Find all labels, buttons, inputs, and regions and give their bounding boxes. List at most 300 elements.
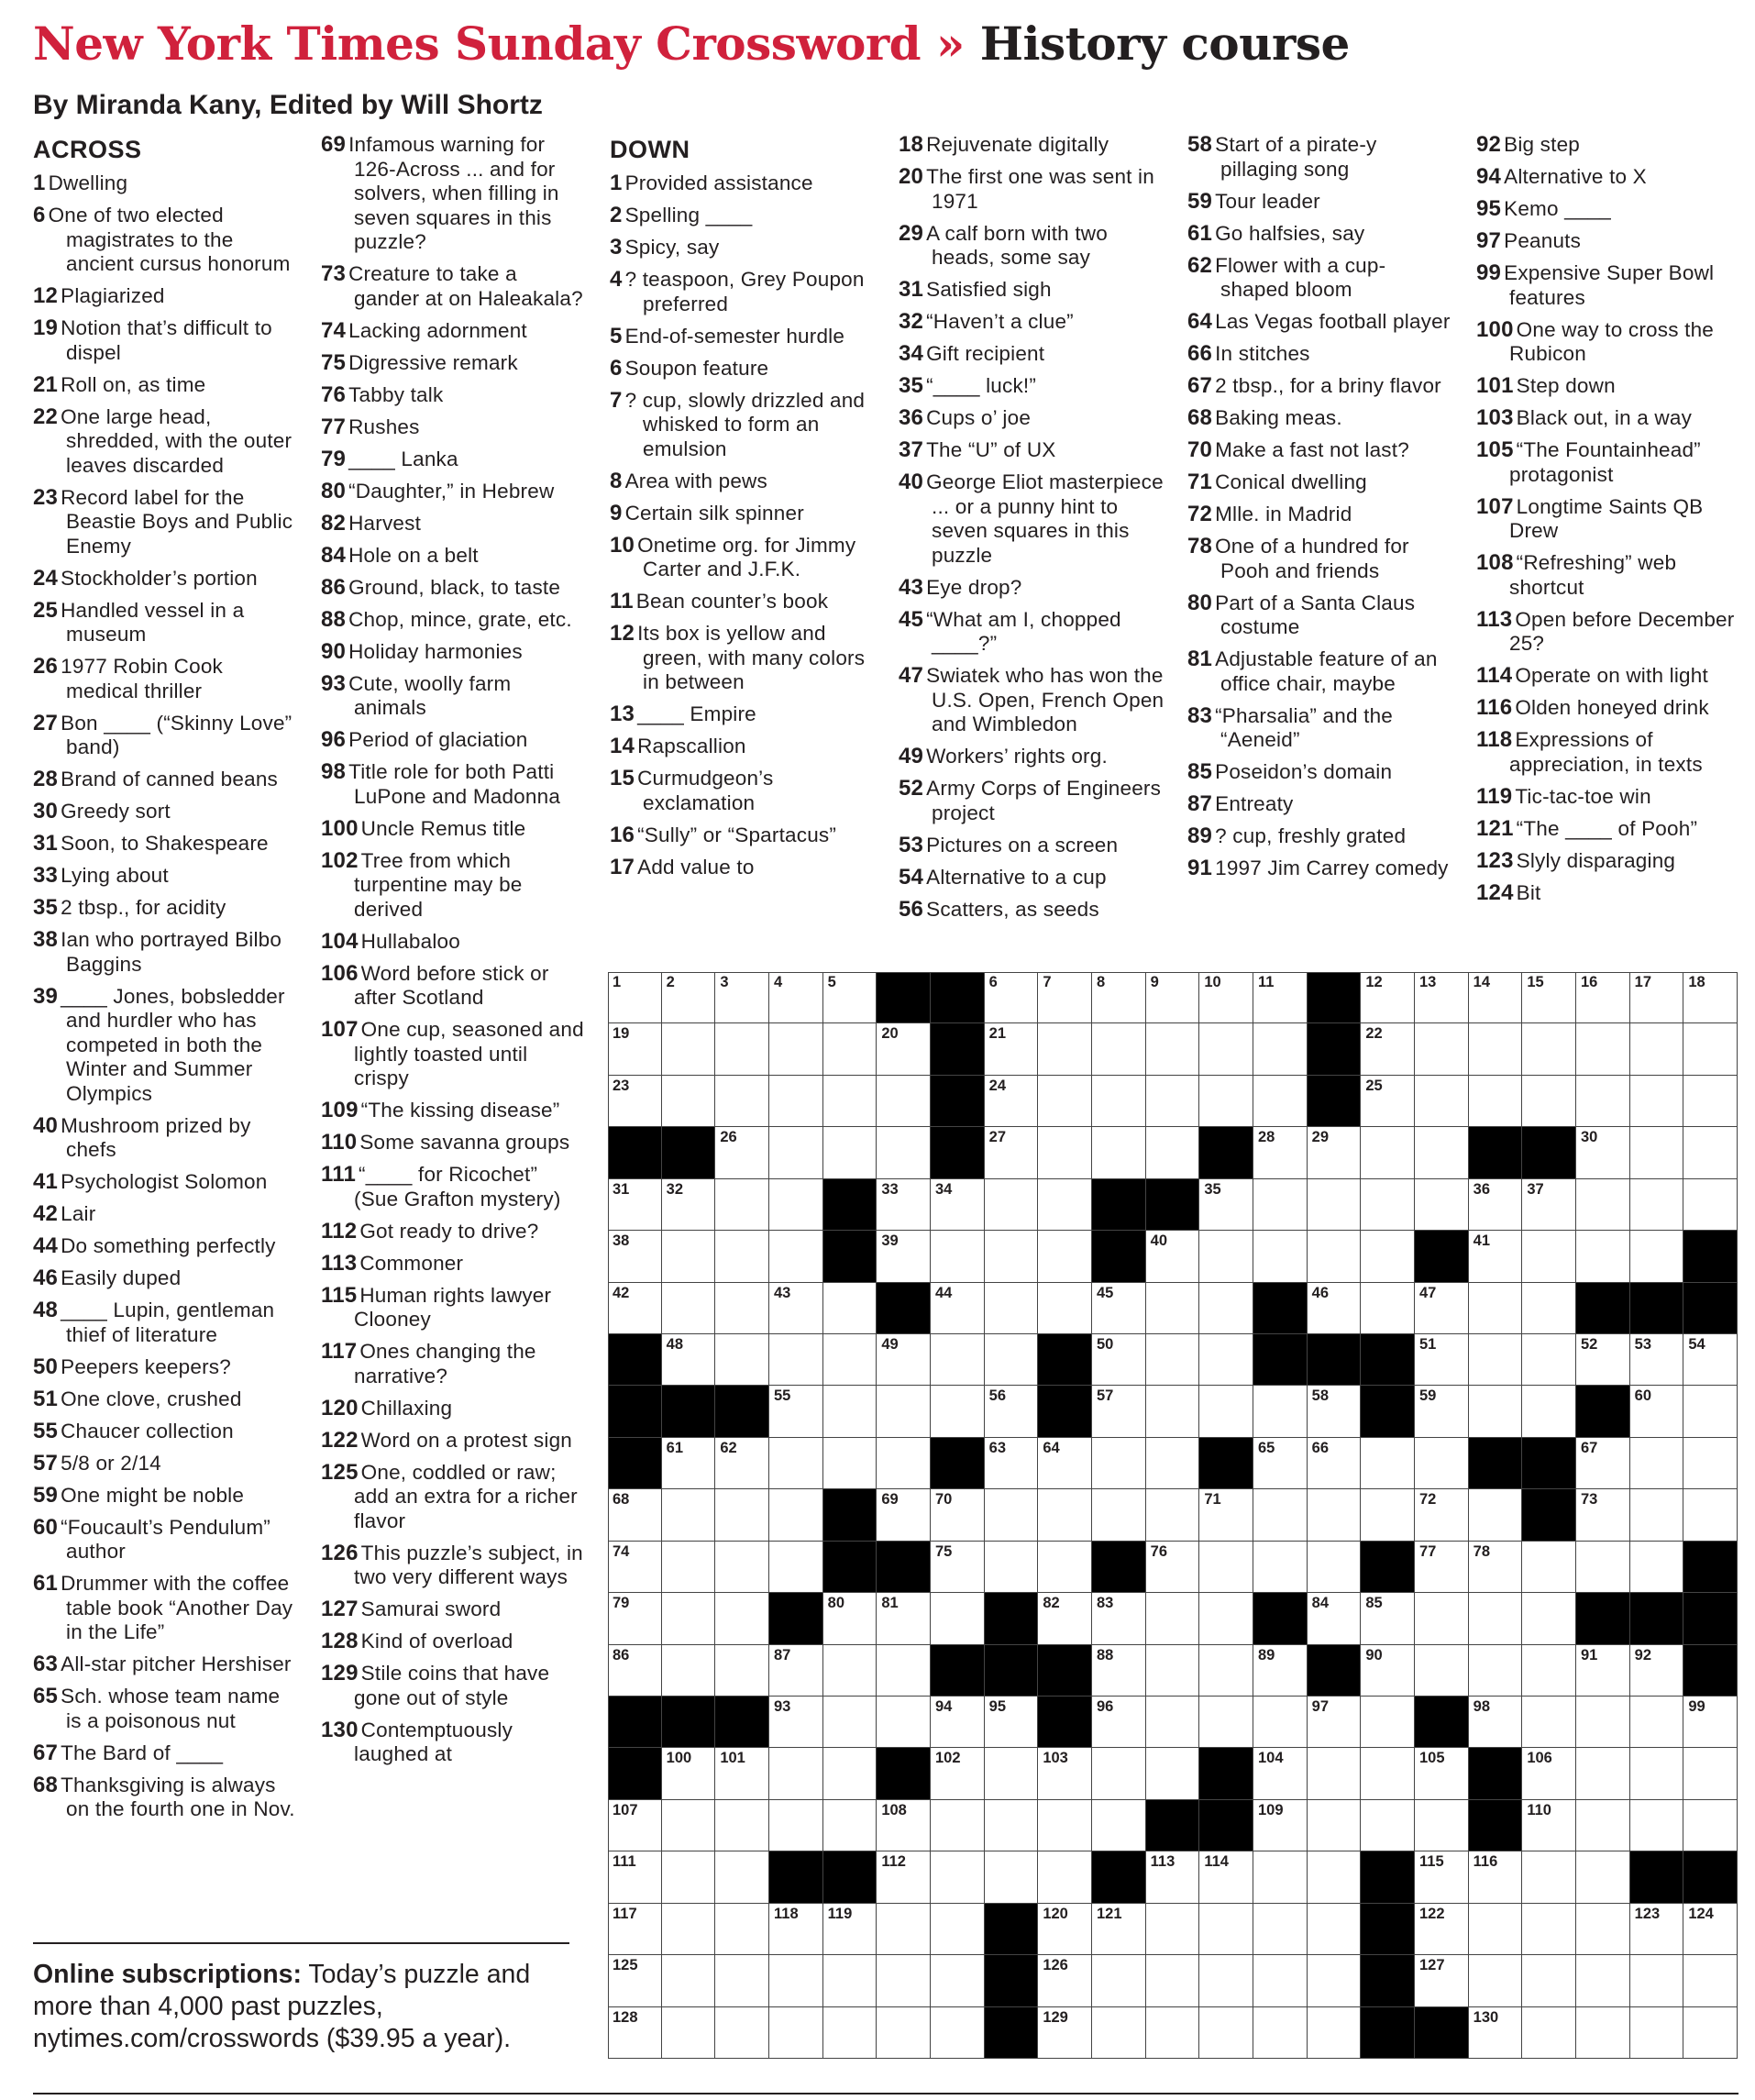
grid-cell[interactable]	[823, 1904, 878, 1955]
grid-cell[interactable]	[823, 1283, 878, 1334]
grid-cell[interactable]	[1469, 1023, 1523, 1075]
grid-cell[interactable]	[1092, 1748, 1146, 1799]
grid-cell[interactable]	[1253, 1748, 1308, 1799]
grid-cell[interactable]	[715, 1593, 769, 1644]
grid-cell[interactable]	[662, 1748, 716, 1799]
grid-cell[interactable]	[1522, 1904, 1576, 1955]
grid-cell[interactable]	[1630, 1076, 1684, 1127]
grid-cell[interactable]	[1630, 1438, 1684, 1489]
grid-cell[interactable]	[1146, 1542, 1200, 1593]
grid-cell[interactable]	[1146, 972, 1200, 1023]
grid-cell[interactable]	[1308, 1542, 1362, 1593]
grid-cell[interactable]	[931, 1904, 985, 1955]
grid-cell[interactable]	[1092, 1645, 1146, 1697]
grid-cell[interactable]	[1683, 1697, 1738, 1748]
grid-cell[interactable]	[1038, 1955, 1092, 2006]
grid-cell[interactable]	[608, 1904, 662, 1955]
grid-cell[interactable]	[1415, 1851, 1469, 1903]
grid-cell[interactable]	[1038, 1438, 1092, 1489]
grid-cell[interactable]	[877, 1489, 931, 1541]
grid-cell[interactable]	[1576, 1076, 1630, 1127]
grid-cell[interactable]	[662, 1283, 716, 1334]
grid-cell[interactable]	[985, 1438, 1039, 1489]
grid-cell[interactable]	[1092, 1127, 1146, 1178]
grid-cell[interactable]	[1038, 1489, 1092, 1541]
grid-cell[interactable]	[823, 1697, 878, 1748]
grid-cell[interactable]	[1308, 2007, 1362, 2059]
grid-cell[interactable]	[662, 1023, 716, 1075]
grid-cell[interactable]	[1415, 1334, 1469, 1386]
grid-cell[interactable]	[1253, 1851, 1308, 1903]
grid-cell[interactable]	[1630, 1127, 1684, 1178]
grid-cell[interactable]	[1469, 1697, 1523, 1748]
grid-cell[interactable]	[769, 1334, 823, 1386]
grid-cell[interactable]	[1146, 1851, 1200, 1903]
grid-cell[interactable]	[1253, 1231, 1308, 1282]
grid-cell[interactable]	[1092, 1489, 1146, 1541]
grid-cell[interactable]	[1308, 1593, 1362, 1644]
grid-cell[interactable]	[769, 2007, 823, 2059]
grid-cell[interactable]	[1630, 1334, 1684, 1386]
grid-cell[interactable]	[1092, 1023, 1146, 1075]
grid-cell[interactable]	[1038, 972, 1092, 1023]
grid-cell[interactable]	[1469, 2007, 1523, 2059]
grid-cell[interactable]	[985, 1231, 1039, 1282]
grid-cell[interactable]	[823, 1127, 878, 1178]
grid-cell[interactable]	[769, 1179, 823, 1231]
grid-cell[interactable]	[1308, 1904, 1362, 1955]
grid-cell[interactable]	[662, 1904, 716, 1955]
grid-cell[interactable]	[1630, 1955, 1684, 2006]
grid-cell[interactable]	[662, 1800, 716, 1851]
grid-cell[interactable]	[1576, 2007, 1630, 2059]
grid-cell[interactable]	[1683, 1955, 1738, 2006]
grid-cell[interactable]	[1469, 1334, 1523, 1386]
grid-cell[interactable]	[1038, 1593, 1092, 1644]
grid-cell[interactable]	[1092, 1386, 1146, 1437]
grid-cell[interactable]	[1469, 1386, 1523, 1437]
grid-cell[interactable]	[823, 1593, 878, 1644]
grid-cell[interactable]	[1630, 1231, 1684, 1282]
grid-cell[interactable]	[1469, 1076, 1523, 1127]
grid-cell[interactable]	[985, 1748, 1039, 1799]
grid-cell[interactable]	[1308, 1386, 1362, 1437]
grid-cell[interactable]	[1469, 1179, 1523, 1231]
grid-cell[interactable]	[1308, 1489, 1362, 1541]
grid-cell[interactable]	[715, 1489, 769, 1541]
grid-cell[interactable]	[1253, 1076, 1308, 1127]
grid-cell[interactable]	[608, 1800, 662, 1851]
grid-cell[interactable]	[1092, 2007, 1146, 2059]
grid-cell[interactable]	[1683, 1023, 1738, 1075]
grid-cell[interactable]	[1361, 1231, 1415, 1282]
grid-cell[interactable]	[1683, 1179, 1738, 1231]
grid-cell[interactable]	[1522, 1076, 1576, 1127]
grid-cell[interactable]	[1415, 1283, 1469, 1334]
grid-cell[interactable]	[1092, 1283, 1146, 1334]
grid-cell[interactable]	[1361, 1438, 1415, 1489]
grid-cell[interactable]	[1630, 972, 1684, 1023]
grid-cell[interactable]	[1683, 1076, 1738, 1127]
grid-cell[interactable]	[1199, 1386, 1253, 1437]
grid-cell[interactable]	[1038, 1748, 1092, 1799]
grid-cell[interactable]	[1146, 1076, 1200, 1127]
grid-cell[interactable]	[662, 1645, 716, 1697]
grid-cell[interactable]	[1199, 1076, 1253, 1127]
grid-cell[interactable]	[1253, 1489, 1308, 1541]
grid-cell[interactable]	[1092, 1955, 1146, 2006]
grid-cell[interactable]	[715, 1955, 769, 2006]
grid-cell[interactable]	[1576, 1748, 1630, 1799]
grid-cell[interactable]	[1308, 1955, 1362, 2006]
grid-cell[interactable]	[1038, 1023, 1092, 1075]
grid-cell[interactable]	[985, 1023, 1039, 1075]
grid-cell[interactable]	[1576, 1179, 1630, 1231]
grid-cell[interactable]	[608, 1955, 662, 2006]
grid-cell[interactable]	[769, 1438, 823, 1489]
grid-cell[interactable]	[715, 1904, 769, 1955]
grid-cell[interactable]	[1146, 1386, 1200, 1437]
grid-cell[interactable]	[1092, 1076, 1146, 1127]
grid-cell[interactable]	[1522, 1748, 1576, 1799]
grid-cell[interactable]	[1576, 972, 1630, 1023]
grid-cell[interactable]	[877, 2007, 931, 2059]
grid-cell[interactable]	[1199, 1179, 1253, 1231]
grid-cell[interactable]	[877, 1334, 931, 1386]
grid-cell[interactable]	[931, 1386, 985, 1437]
grid-cell[interactable]	[1522, 972, 1576, 1023]
grid-cell[interactable]	[662, 2007, 716, 2059]
grid-cell[interactable]	[1308, 1697, 1362, 1748]
grid-cell[interactable]	[1683, 1438, 1738, 1489]
grid-cell[interactable]	[1361, 1179, 1415, 1231]
grid-cell[interactable]	[1253, 1023, 1308, 1075]
grid-cell[interactable]	[1146, 1748, 1200, 1799]
grid-cell[interactable]	[1415, 1438, 1469, 1489]
grid-cell[interactable]	[1253, 1127, 1308, 1178]
grid-cell[interactable]	[823, 972, 878, 1023]
crossword-grid[interactable]	[608, 972, 1738, 2059]
grid-cell[interactable]	[715, 1179, 769, 1231]
grid-cell[interactable]	[1522, 1851, 1576, 1903]
grid-cell[interactable]	[1576, 1851, 1630, 1903]
grid-cell[interactable]	[1683, 1386, 1738, 1437]
grid-cell[interactable]	[1253, 1386, 1308, 1437]
grid-cell[interactable]	[1253, 972, 1308, 1023]
grid-cell[interactable]	[1630, 1386, 1684, 1437]
grid-cell[interactable]	[608, 2007, 662, 2059]
grid-cell[interactable]	[1576, 1697, 1630, 1748]
grid-cell[interactable]	[1361, 1593, 1415, 1644]
grid-cell[interactable]	[1415, 1542, 1469, 1593]
grid-cell[interactable]	[985, 1800, 1039, 1851]
grid-cell[interactable]	[931, 1800, 985, 1851]
grid-cell[interactable]	[877, 1076, 931, 1127]
grid-cell[interactable]	[823, 1438, 878, 1489]
grid-cell[interactable]	[877, 1955, 931, 2006]
grid-cell[interactable]	[1469, 972, 1523, 1023]
grid-cell[interactable]	[1092, 1334, 1146, 1386]
grid-cell[interactable]	[1522, 1645, 1576, 1697]
grid-cell[interactable]	[1522, 2007, 1576, 2059]
grid-cell[interactable]	[1146, 1438, 1200, 1489]
grid-cell[interactable]	[662, 1334, 716, 1386]
grid-cell[interactable]	[1146, 1489, 1200, 1541]
grid-cell[interactable]	[608, 1542, 662, 1593]
grid-cell[interactable]	[662, 972, 716, 1023]
grid-cell[interactable]	[662, 1851, 716, 1903]
grid-cell[interactable]	[1415, 1179, 1469, 1231]
grid-cell[interactable]	[1361, 1127, 1415, 1178]
grid-cell[interactable]	[1576, 1904, 1630, 1955]
grid-cell[interactable]	[823, 1386, 878, 1437]
grid-cell[interactable]	[877, 1386, 931, 1437]
grid-cell[interactable]	[1630, 1179, 1684, 1231]
grid-cell[interactable]	[662, 1955, 716, 2006]
grid-cell[interactable]	[823, 2007, 878, 2059]
grid-cell[interactable]	[823, 1748, 878, 1799]
grid-cell[interactable]	[1361, 1023, 1415, 1075]
grid-cell[interactable]	[608, 1593, 662, 1644]
grid-cell[interactable]	[1308, 1179, 1362, 1231]
grid-cell[interactable]	[1576, 1231, 1630, 1282]
grid-cell[interactable]	[1630, 2007, 1684, 2059]
grid-cell[interactable]	[985, 1076, 1039, 1127]
grid-cell[interactable]	[662, 1593, 716, 1644]
grid-cell[interactable]	[1576, 1023, 1630, 1075]
grid-cell[interactable]	[1038, 1542, 1092, 1593]
grid-cell[interactable]	[769, 1023, 823, 1075]
grid-cell[interactable]	[1308, 1127, 1362, 1178]
grid-cell[interactable]	[1199, 1542, 1253, 1593]
grid-cell[interactable]	[1469, 1851, 1523, 1903]
grid-cell[interactable]	[715, 1851, 769, 1903]
grid-cell[interactable]	[1092, 1800, 1146, 1851]
grid-cell[interactable]	[1092, 1593, 1146, 1644]
grid-cell[interactable]	[1630, 1023, 1684, 1075]
grid-cell[interactable]	[877, 1697, 931, 1748]
grid-cell[interactable]	[1253, 1438, 1308, 1489]
grid-cell[interactable]	[1522, 1179, 1576, 1231]
grid-cell[interactable]	[1683, 1800, 1738, 1851]
grid-cell[interactable]	[715, 1438, 769, 1489]
grid-cell[interactable]	[1361, 1645, 1415, 1697]
grid-cell[interactable]	[715, 1127, 769, 1178]
grid-cell[interactable]	[1038, 1283, 1092, 1334]
grid-cell[interactable]	[931, 1851, 985, 1903]
grid-cell[interactable]	[877, 1593, 931, 1644]
grid-cell[interactable]	[1199, 1283, 1253, 1334]
grid-cell[interactable]	[1630, 1542, 1684, 1593]
grid-cell[interactable]	[823, 1955, 878, 2006]
grid-cell[interactable]	[931, 1231, 985, 1282]
grid-cell[interactable]	[769, 1542, 823, 1593]
grid-cell[interactable]	[1415, 1748, 1469, 1799]
grid-cell[interactable]	[1469, 1283, 1523, 1334]
grid-cell[interactable]	[1630, 1489, 1684, 1541]
grid-cell[interactable]	[1522, 1023, 1576, 1075]
grid-cell[interactable]	[1146, 1904, 1200, 1955]
grid-cell[interactable]	[1469, 1489, 1523, 1541]
grid-cell[interactable]	[1522, 1283, 1576, 1334]
grid-cell[interactable]	[931, 1593, 985, 1644]
grid-cell[interactable]	[715, 1645, 769, 1697]
grid-cell[interactable]	[662, 1489, 716, 1541]
grid-cell[interactable]	[1253, 1955, 1308, 2006]
grid-cell[interactable]	[769, 972, 823, 1023]
grid-cell[interactable]	[1415, 1023, 1469, 1075]
grid-cell[interactable]	[608, 1283, 662, 1334]
grid-cell[interactable]	[1308, 1851, 1362, 1903]
grid-cell[interactable]	[1199, 1955, 1253, 2006]
grid-cell[interactable]	[1576, 1438, 1630, 1489]
grid-cell[interactable]	[823, 1076, 878, 1127]
grid-cell[interactable]	[1146, 1697, 1200, 1748]
grid-cell[interactable]	[1469, 1955, 1523, 2006]
grid-cell[interactable]	[1630, 1697, 1684, 1748]
grid-cell[interactable]	[1576, 1334, 1630, 1386]
grid-cell[interactable]	[1038, 2007, 1092, 2059]
grid-cell[interactable]	[769, 1489, 823, 1541]
grid-cell[interactable]	[1522, 1334, 1576, 1386]
grid-cell[interactable]	[769, 1231, 823, 1282]
grid-cell[interactable]	[769, 1800, 823, 1851]
grid-cell[interactable]	[1522, 1593, 1576, 1644]
grid-cell[interactable]	[1199, 1904, 1253, 1955]
grid-cell[interactable]	[931, 1334, 985, 1386]
grid-cell[interactable]	[1146, 1593, 1200, 1644]
grid-cell[interactable]	[1576, 1645, 1630, 1697]
grid-cell[interactable]	[1522, 1542, 1576, 1593]
grid-cell[interactable]	[608, 1231, 662, 1282]
grid-cell[interactable]	[1092, 1904, 1146, 1955]
grid-cell[interactable]	[1469, 1593, 1523, 1644]
grid-cell[interactable]	[1199, 1645, 1253, 1697]
grid-cell[interactable]	[769, 1283, 823, 1334]
grid-cell[interactable]	[1361, 1748, 1415, 1799]
grid-cell[interactable]	[1308, 1231, 1362, 1282]
grid-cell[interactable]	[769, 1955, 823, 2006]
grid-cell[interactable]	[1146, 1231, 1200, 1282]
grid-cell[interactable]	[823, 1023, 878, 1075]
grid-cell[interactable]	[1415, 1127, 1469, 1178]
grid-cell[interactable]	[931, 1748, 985, 1799]
grid-cell[interactable]	[662, 1438, 716, 1489]
grid-cell[interactable]	[877, 1438, 931, 1489]
grid-cell[interactable]	[1683, 972, 1738, 1023]
grid-cell[interactable]	[715, 1023, 769, 1075]
grid-cell[interactable]	[877, 1851, 931, 1903]
grid-cell[interactable]	[608, 972, 662, 1023]
grid-cell[interactable]	[1576, 1127, 1630, 1178]
grid-cell[interactable]	[1415, 1800, 1469, 1851]
grid-cell[interactable]	[877, 1023, 931, 1075]
grid-cell[interactable]	[877, 1231, 931, 1282]
grid-cell[interactable]	[823, 1334, 878, 1386]
grid-cell[interactable]	[769, 1076, 823, 1127]
grid-cell[interactable]	[877, 1127, 931, 1178]
grid-cell[interactable]	[931, 1489, 985, 1541]
grid-cell[interactable]	[1576, 1542, 1630, 1593]
grid-cell[interactable]	[608, 1179, 662, 1231]
grid-cell[interactable]	[1361, 1283, 1415, 1334]
grid-cell[interactable]	[1199, 1334, 1253, 1386]
grid-cell[interactable]	[1253, 1800, 1308, 1851]
grid-cell[interactable]	[1522, 1386, 1576, 1437]
grid-cell[interactable]	[769, 1645, 823, 1697]
grid-cell[interactable]	[1146, 1955, 1200, 2006]
grid-cell[interactable]	[1253, 1179, 1308, 1231]
grid-cell[interactable]	[985, 972, 1039, 1023]
grid-cell[interactable]	[662, 1076, 716, 1127]
grid-cell[interactable]	[715, 1800, 769, 1851]
grid-cell[interactable]	[1576, 1800, 1630, 1851]
grid-cell[interactable]	[608, 1489, 662, 1541]
grid-cell[interactable]	[1199, 1851, 1253, 1903]
grid-cell[interactable]	[1199, 972, 1253, 1023]
grid-cell[interactable]	[931, 1542, 985, 1593]
grid-cell[interactable]	[877, 1179, 931, 1231]
grid-cell[interactable]	[1683, 1489, 1738, 1541]
grid-cell[interactable]	[608, 1851, 662, 1903]
grid-cell[interactable]	[1253, 1542, 1308, 1593]
grid-cell[interactable]	[608, 1076, 662, 1127]
grid-cell[interactable]	[1415, 1904, 1469, 1955]
grid-cell[interactable]	[1308, 1748, 1362, 1799]
grid-cell[interactable]	[931, 1283, 985, 1334]
grid-cell[interactable]	[1199, 1023, 1253, 1075]
grid-cell[interactable]	[769, 1904, 823, 1955]
grid-cell[interactable]	[1361, 972, 1415, 1023]
grid-cell[interactable]	[1038, 1800, 1092, 1851]
grid-cell[interactable]	[931, 2007, 985, 2059]
grid-cell[interactable]	[715, 972, 769, 1023]
grid-cell[interactable]	[715, 1748, 769, 1799]
grid-cell[interactable]	[1361, 1800, 1415, 1851]
grid-cell[interactable]	[1630, 1904, 1684, 1955]
grid-cell[interactable]	[823, 1645, 878, 1697]
grid-cell[interactable]	[1630, 1800, 1684, 1851]
grid-cell[interactable]	[1522, 1800, 1576, 1851]
grid-cell[interactable]	[931, 1697, 985, 1748]
grid-cell[interactable]	[877, 1800, 931, 1851]
grid-cell[interactable]	[1361, 1076, 1415, 1127]
grid-cell[interactable]	[1146, 1645, 1200, 1697]
grid-cell[interactable]	[1146, 1023, 1200, 1075]
grid-cell[interactable]	[985, 1386, 1039, 1437]
grid-cell[interactable]	[985, 1851, 1039, 1903]
grid-cell[interactable]	[877, 1645, 931, 1697]
grid-cell[interactable]	[985, 1697, 1039, 1748]
grid-cell[interactable]	[985, 1127, 1039, 1178]
grid-cell[interactable]	[1038, 1076, 1092, 1127]
grid-cell[interactable]	[1146, 1127, 1200, 1178]
grid-cell[interactable]	[1415, 1955, 1469, 2006]
grid-cell[interactable]	[1199, 1231, 1253, 1282]
grid-cell[interactable]	[608, 1023, 662, 1075]
grid-cell[interactable]	[769, 1127, 823, 1178]
grid-cell[interactable]	[1092, 1438, 1146, 1489]
grid-cell[interactable]	[823, 1800, 878, 1851]
grid-cell[interactable]	[877, 1904, 931, 1955]
grid-cell[interactable]	[1038, 1904, 1092, 1955]
grid-cell[interactable]	[1683, 1334, 1738, 1386]
grid-cell[interactable]	[1469, 1542, 1523, 1593]
grid-cell[interactable]	[1092, 1697, 1146, 1748]
grid-cell[interactable]	[985, 1179, 1039, 1231]
grid-cell[interactable]	[1199, 1593, 1253, 1644]
grid-cell[interactable]	[985, 1542, 1039, 1593]
